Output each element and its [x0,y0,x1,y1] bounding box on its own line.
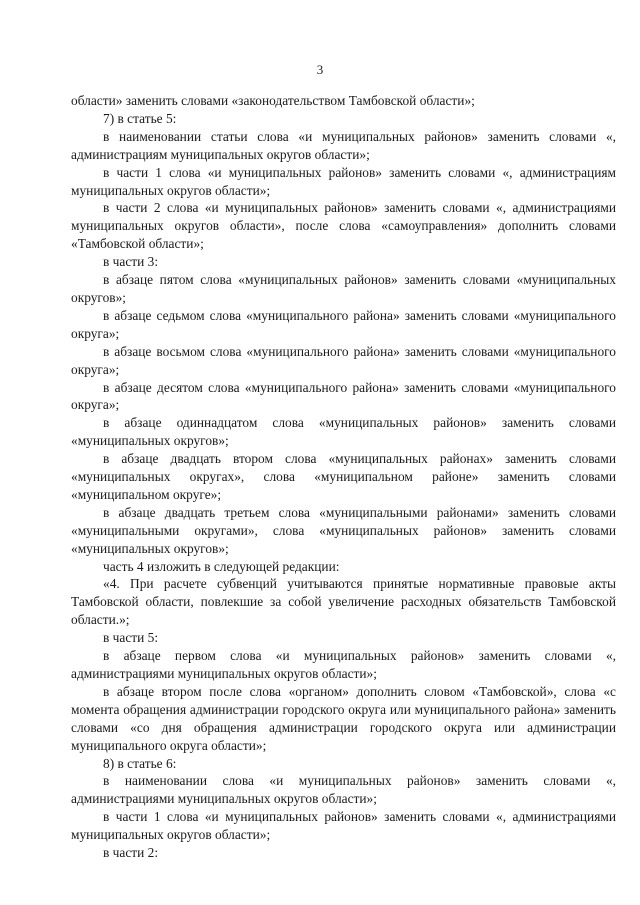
paragraph: в абзаце первом слова «и муниципальных районов» заменить словами «, администрациями муниципальных округов области»; [71,648,616,681]
paragraph: в абзаце седьмом слова «муниципального района» заменить словами «муниципального округа»; [71,307,616,341]
paragraph: в части 1 слова «и муниципальных районов» заменить словами «, администрациям муниципальных округов области»; [71,164,616,198]
paragraph: 7) в статье 5: [103,110,177,126]
paragraph: в части 5: [103,630,159,646]
paragraph: в абзаце двадцать третьем слова «муниципальными районами» заменить словами «муниципальными округами», слова «муниципальных районов» заменить словами «муниципальных округов»; [71,504,616,556]
paragraph: в наименовании слова «и муниципальных районов» заменить словами «, администрациями муниципальных округов области»; [71,773,616,807]
paragraph: в абзаце одиннадцатом слова «муниципальных районов» заменить словами «муниципальных округов»; [71,415,616,449]
paragraph: в наименовании статьи слова «и муниципальных районов» заменить словами «, администрациям муниципальных округов области»; [71,128,616,162]
paragraph: в абзаце пятом слова «муниципальных районов» заменить словами «муниципальных округов»; [71,272,616,305]
paragraph: в части 2 слова «и муниципальных районов» заменить словами «, администрациями муниципальных округов области», после слова «самоуправления» дополнить словами «Тамбовской области»; [71,200,616,252]
paragraph: области» заменить словами «законодательством Тамбовской области»; [71,93,475,108]
paragraph: 8) в статье 6: [103,755,177,771]
paragraph: в части 2: [103,845,159,861]
paragraph: в части 1 слова «и муниципальных районов» заменить словами «, администрациями муниципальных округов области»; [71,809,616,843]
document-body [71,92,616,862]
paragraph: в части 3: [103,254,159,270]
paragraph: в абзаце втором после слова «органом» дополнить словом «Тамбовской», слова «с момента обращения администрации городского округа или муниципального района» заменить словами «со дня обращения администрации городского округа или администрации муниципального округа области»; [71,683,616,753]
paragraph: «4. При расчете субвенций учитываются принятые нормативные правовые акты Тамбовской области, повлекшие за собой увеличение расходных обязательств Тамбовской области.»; [71,576,616,628]
page-number: 3 [316,62,324,77]
paragraph: в абзаце восьмом слова «муниципального района» заменить словами «муниципального округа»; [71,343,616,377]
paragraph: часть 4 изложить в следующей редакции: [103,558,340,574]
paragraph: в абзаце двадцать втором слова «муниципальных районах» заменить словами «муниципальных округах», слова «муниципальном районе» заменить словами «муниципальном округе»; [71,451,616,502]
paragraph: в абзаце десятом слова «муниципального района» заменить словами «муниципального округа»; [71,379,616,413]
